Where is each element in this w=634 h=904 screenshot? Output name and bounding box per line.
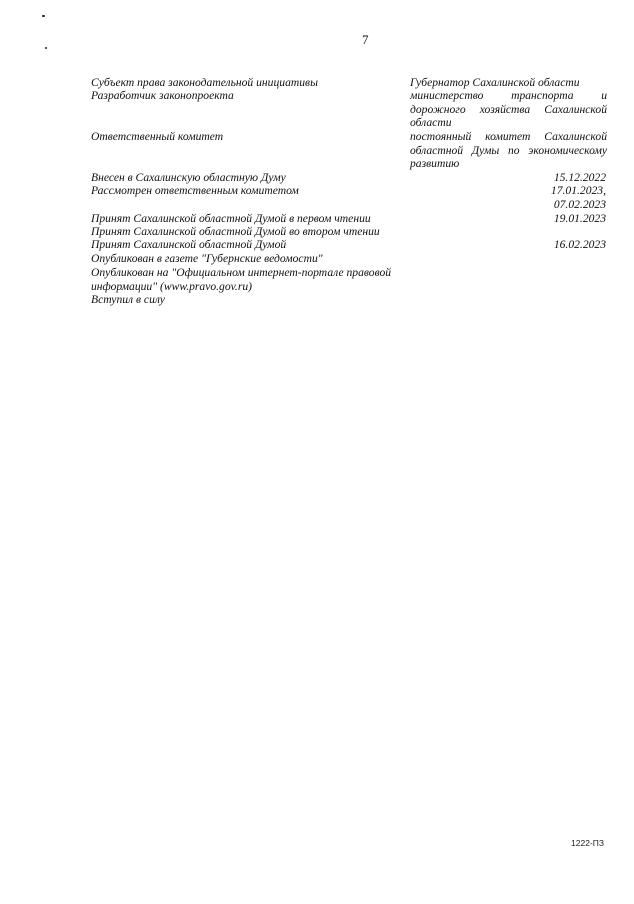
committee-value: постоянный комитет Сахалинской областной Думы по экономическому развитию (410, 130, 607, 171)
page-number: 7 (362, 32, 369, 47)
footer-code: 1222-ПЗ (571, 838, 604, 848)
portal-label: Опубликован на "Официальном интернет-портале правовой информации" (www.pravo.gov.ru) (91, 266, 392, 293)
scan-mark (42, 15, 45, 17)
submitted-value: 15.12.2022 (553, 171, 606, 184)
gazette-label: Опубликован в газете "Губернские ведомости" (91, 252, 323, 265)
subject-label: Субъект права законодательной инициативы (91, 76, 318, 89)
second-reading-label: Принят Сахалинской областной Думой во втором чтении (91, 225, 380, 238)
reviewed-value-2: 07.02.2023 (553, 198, 606, 211)
committee-label: Ответственный комитет (91, 130, 224, 143)
developer-value: министерство транспорта и дорожного хозяйства Сахалинской области (410, 89, 607, 130)
first-reading-value: 19.01.2023 (553, 212, 606, 225)
adopted-label: Принят Сахалинской областной Думой (91, 238, 287, 251)
reviewed-value-1: 17.01.2023, (550, 184, 606, 197)
scan-mark (45, 47, 47, 49)
developer-label: Разработчик законопроекта (91, 89, 234, 102)
first-reading-label: Принят Сахалинской областной Думой в первом чтении (91, 212, 371, 225)
adopted-value: 16.02.2023 (553, 238, 606, 251)
submitted-label: Внесен в Сахалинскую областную Думу (91, 171, 286, 184)
effective-label: Вступил в силу (91, 293, 165, 306)
reviewed-label: Рассмотрен ответственным комитетом (91, 184, 299, 197)
subject-value: Губернатор Сахалинской области (410, 76, 580, 89)
